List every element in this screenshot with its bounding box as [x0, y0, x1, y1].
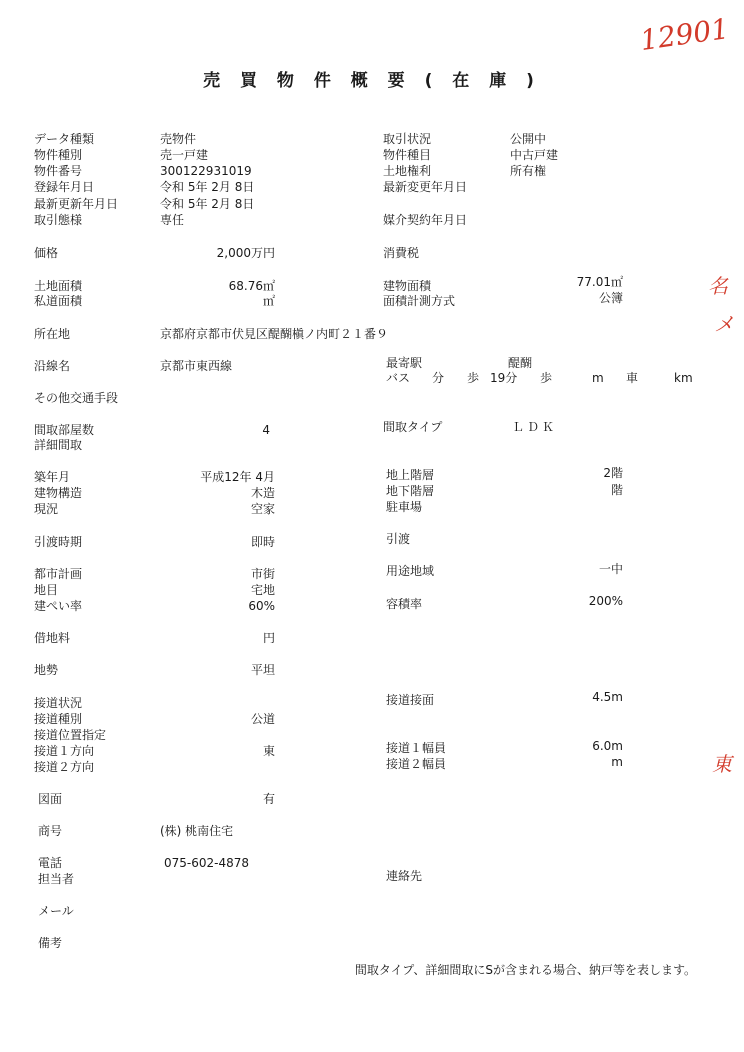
- value-station: 醍醐: [508, 356, 533, 370]
- label-road-frontage: 接道接面: [386, 693, 435, 707]
- value-coverage: 60%: [248, 599, 275, 613]
- value-building-area: 77.01㎡: [576, 275, 623, 289]
- distance-m: m: [592, 371, 604, 385]
- value-handover-time: 即時: [250, 535, 275, 549]
- value-lease-fee: 円: [262, 631, 275, 645]
- label-station: 最寄駅: [386, 356, 423, 370]
- value-road-type: 公道: [250, 712, 275, 726]
- value-land-category: 宅地: [250, 583, 275, 597]
- handwritten-number: 12901: [638, 11, 731, 58]
- value-reg-date: 令和 5年 2月 8日: [160, 180, 255, 194]
- value-road1-width: 6.0m: [592, 739, 623, 753]
- label-other-transport: その他交通手段: [34, 391, 119, 405]
- label-structure: 建物構造: [34, 486, 83, 500]
- label-contact: 連絡先: [386, 869, 423, 883]
- label-terrain: 地勢: [34, 663, 59, 677]
- label-upd-date: 最新更新年月日: [34, 197, 119, 211]
- label-person: 担当者: [38, 872, 75, 886]
- bus-min: 分: [432, 371, 445, 385]
- label-land-category: 地目: [34, 583, 59, 597]
- document-title: 売 買 物 件 概 要 ( 在 庫 ): [203, 71, 541, 91]
- value-floors-below: 階: [610, 483, 623, 497]
- label-road1-width: 接道１幅員: [386, 741, 447, 755]
- value-structure: 木造: [250, 486, 275, 500]
- label-tax: 消費税: [383, 246, 420, 260]
- footer-note: 間取タイプ、詳細間取にSが含まれる場合、納戸等を表します。: [354, 963, 696, 977]
- value-land-area: 68.76㎡: [228, 279, 275, 293]
- label-property-type: 物件種別: [34, 148, 83, 162]
- label-deal-status: 取引状況: [383, 132, 432, 146]
- value-phone: 075-602-4878: [164, 856, 250, 870]
- value-city-plan: 市街: [250, 567, 275, 581]
- label-remarks: 備考: [38, 936, 63, 950]
- value-line: 京都市東西線: [160, 359, 233, 373]
- label-built: 築年月: [34, 470, 71, 484]
- label-reg-date: 登録年月日: [34, 180, 95, 194]
- label-zoning: 用途地域: [386, 564, 435, 578]
- label-road2-width: 接道２幅員: [386, 757, 447, 771]
- value-upd-date: 令和 5年 2月 8日: [160, 197, 255, 211]
- label-phone: 電話: [38, 856, 63, 870]
- label-email: メール: [38, 904, 74, 918]
- label-detail-layout: 詳細間取: [34, 438, 83, 452]
- value-road1-dir: 東: [262, 744, 275, 758]
- label-far: 容積率: [386, 597, 423, 611]
- value-property-type: 売一戸建: [160, 148, 209, 162]
- value-rooms: 4: [262, 423, 270, 437]
- label-road2-dir: 接道２方向: [34, 760, 95, 774]
- label-parking: 駐車場: [386, 500, 423, 514]
- label-city-plan: 都市計画: [34, 567, 83, 581]
- label-road-type: 接道種別: [34, 712, 83, 726]
- handwritten-mark-3: 東: [712, 752, 732, 776]
- label-lease-fee: 借地料: [34, 631, 71, 645]
- value-deal-status: 公開中: [510, 132, 547, 146]
- car-label: 車: [626, 371, 639, 385]
- label-bus: バス: [386, 371, 411, 385]
- label-coverage: 建ぺい率: [34, 599, 83, 613]
- value-property-no: 300122931019: [160, 164, 252, 178]
- value-price: 2,000万円: [216, 246, 275, 260]
- label-address: 所在地: [34, 327, 71, 341]
- label-agency-contract: 媒介契約年月日: [383, 213, 468, 227]
- value-terrain: 平坦: [250, 663, 275, 677]
- distance-km: km: [674, 371, 693, 385]
- label-road-position: 接道位置指定: [34, 728, 107, 742]
- value-drawing: 有: [262, 792, 275, 806]
- label-trade-name: 商号: [38, 824, 63, 838]
- value-data-type: 売物件: [160, 132, 197, 146]
- walk-label: 歩: [540, 371, 553, 385]
- label-latest-change: 最新変更年月日: [383, 180, 468, 194]
- label-price: 価格: [34, 246, 59, 260]
- value-road-frontage: 4.5m: [592, 690, 623, 704]
- value-floors-above: 2階: [603, 466, 623, 480]
- value-deal-form: 専任: [160, 213, 185, 227]
- value-measure-method: 公簿: [598, 291, 623, 305]
- label-building-area: 建物面積: [383, 279, 432, 293]
- value-private-road: ㎡: [262, 294, 275, 308]
- label-property-no: 物件番号: [34, 164, 83, 178]
- label-private-road: 私道面積: [34, 294, 83, 308]
- handwritten-mark-1: 名: [708, 274, 728, 298]
- label-floors-above: 地上階層: [386, 468, 435, 482]
- label-road1-dir: 接道１方向: [34, 744, 95, 758]
- value-trade-name: (株) 桃南住宅: [160, 824, 234, 838]
- label-drawing: 図面: [38, 792, 63, 806]
- value-item: 中古戸建: [510, 148, 559, 162]
- label-handover: 引渡: [386, 532, 411, 546]
- label-handover-time: 引渡時期: [34, 535, 83, 549]
- label-data-type: データ種類: [34, 132, 95, 146]
- label-rooms: 間取部屋数: [34, 423, 95, 437]
- walk-minutes: 19分: [490, 371, 518, 385]
- value-far: 200%: [588, 594, 623, 608]
- value-road2-width: m: [611, 755, 623, 769]
- label-item: 物件種目: [383, 148, 432, 162]
- label-status: 現況: [34, 502, 59, 516]
- label-land-right: 土地権利: [383, 164, 432, 178]
- value-built: 平成12年 4月: [200, 470, 275, 484]
- label-deal-form: 取引態様: [34, 213, 83, 227]
- value-land-right: 所有権: [510, 164, 547, 178]
- value-status: 空家: [250, 502, 275, 516]
- value-zoning: 一中: [598, 562, 623, 576]
- handwritten-mark-2: メ: [714, 312, 734, 336]
- bus-walk: 歩: [467, 371, 480, 385]
- label-land-area: 土地面積: [34, 279, 83, 293]
- label-line: 沿線名: [34, 359, 71, 373]
- value-layout-type: ＬＤＫ: [512, 420, 558, 434]
- label-floors-below: 地下階層: [386, 484, 435, 498]
- label-road-status: 接道状況: [34, 696, 83, 710]
- label-layout-type: 間取タイプ: [383, 420, 443, 434]
- label-measure-method: 面積計測方式: [383, 294, 456, 308]
- value-address: 京都府京都市伏見区醍醐槇ノ内町２１番９: [160, 327, 389, 341]
